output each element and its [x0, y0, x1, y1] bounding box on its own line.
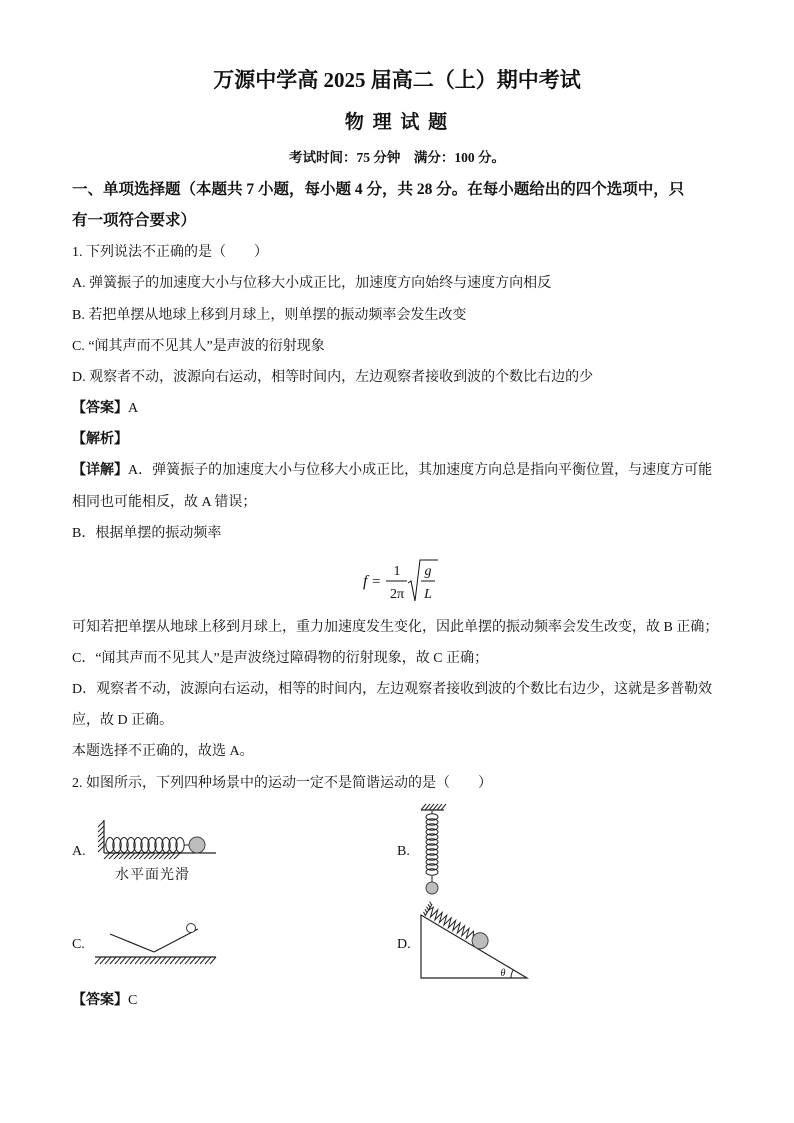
hatch-line [109, 853, 115, 859]
hatch-line [180, 957, 186, 964]
q1-conclusion-line-2: C．“闻其声而不见其人”是声波绕过障碍物的衍射现象，故 C 正确； [72, 651, 489, 666]
q2-stem: 2. 如图所示，下列四种场景中的运动一定不是简谐运动的是（ ） [72, 776, 492, 791]
hatch-line [95, 957, 101, 964]
q1-analysis-label: 【解析】 [72, 432, 128, 447]
q1-stem: 1. 下列说法不正确的是（ ） [72, 245, 268, 260]
q1-detail-line-2: 相同也可能相反，故 A 错误； [72, 495, 257, 510]
q1-option-b: B. 若把单摆从地球上移到月球上，则单摆的振动频率会发生改变 [72, 308, 467, 323]
hatch-line [430, 902, 432, 906]
q1-option-d: D. 观察者不动，波源向右运动，相等时间内，左边观察者接收到波的个数比右边的少 [72, 370, 594, 385]
hatch-line [428, 904, 430, 908]
hatching [421, 804, 446, 810]
hatch-line [210, 957, 216, 964]
q1-conclusion-line-4: 应，故 D 正确。 [72, 713, 174, 728]
incline-spring-oscillator-figure [415, 895, 533, 985]
q1-answer [72, 399, 138, 419]
vertical-spring-oscillator-figure [415, 800, 450, 900]
hatch-line [110, 957, 116, 964]
pendulum-frequency-formula [355, 556, 445, 606]
answer-label: 【答案】 [72, 993, 128, 1008]
q1-detail-line-3: B．根据单摆的振动频率 [72, 526, 222, 541]
hatch-line [120, 957, 126, 964]
v-groove-ball-figure [90, 920, 220, 965]
formula-radical-numerator: g [424, 564, 432, 579]
formula-denominator: 2π [389, 587, 405, 602]
hatch-line [165, 957, 171, 964]
horizontal-spring-oscillator-figure [92, 815, 220, 865]
angle-label: θ [500, 968, 506, 979]
hatch-line [139, 853, 145, 859]
detail-text: A．弹簧振子的加速度大小与位移大小成正比，其加速度方向总是指向平衡位置，与速度方可能 [128, 463, 713, 478]
answer-value: A [128, 401, 139, 416]
hatch-line [170, 957, 176, 964]
ball [189, 837, 205, 853]
q2-answer [72, 991, 137, 1011]
hatch-line [98, 821, 104, 827]
section-heading-line-2: 有一项符合要求） [72, 212, 197, 229]
hatch-line [98, 826, 104, 832]
q1-option-c: C. “闻其声而不见其人”是声波的衍射现象 [72, 339, 325, 354]
hatch-line [154, 853, 160, 859]
hatch-line [140, 957, 146, 964]
hatch-line [98, 831, 104, 837]
hatch-line [125, 957, 131, 964]
q1-conclusion-line-5: 本题选择不正确的，故选 A。 [72, 744, 254, 759]
q1-conclusion-line-1: 可知若把单摆从地球上移到月球上，重力加速度发生变化，因此单摆的振动频率会发生改变，故 B 正确； [72, 620, 719, 635]
ball [187, 924, 196, 933]
hatch-line [195, 957, 201, 964]
formula-equals: = [372, 574, 381, 590]
hatch-line [98, 836, 104, 842]
hatch-line [155, 957, 161, 964]
hatch-line [200, 957, 206, 964]
exam-info: 考试时间：75 分钟 满分：100 分。 [289, 150, 505, 165]
ball [426, 882, 438, 894]
answer-label: 【答案】 [72, 401, 128, 416]
hatching [95, 957, 216, 964]
hatch-line [129, 853, 135, 859]
hatch-line [145, 957, 151, 964]
hatch-line [115, 957, 121, 964]
figure-a-label: A. [72, 844, 86, 859]
hatch-line [114, 853, 120, 859]
hatch-line [98, 841, 104, 847]
hatch-line [159, 853, 165, 859]
hatch-line [164, 853, 170, 859]
hatch-line [98, 846, 104, 852]
section-heading-line-1: 一、单项选择题（本题共 7 小题，每小题 4 分，共 28 分。在每小题给出的四个选项中，只 [72, 181, 685, 198]
hatch-line [423, 912, 425, 916]
hatch-line [160, 957, 166, 964]
spring-coil [429, 907, 474, 938]
exam-title: 万源中学高 2025 届高二（上）期中考试 [213, 68, 581, 92]
figure-c-label: C. [72, 937, 85, 952]
answer-value: C [128, 993, 138, 1008]
hatch-line [119, 853, 125, 859]
q1-detail-line-1 [72, 461, 712, 481]
ball [472, 933, 488, 949]
figure-a-caption: 水平面光滑 [115, 868, 190, 883]
spring [104, 838, 189, 853]
hatch-line [174, 853, 180, 859]
subject-title: 物 理 试 题 [344, 112, 450, 133]
q1-option-a: A. 弹簧振子的加速度大小与位移大小成正比，加速度方向始终与速度方向相反 [72, 276, 552, 291]
hatch-line [175, 957, 181, 964]
hatch-line [124, 853, 130, 859]
formula-lhs: f [363, 573, 368, 590]
hatch-line [149, 853, 155, 859]
hatch-line [130, 957, 136, 964]
left-slope [110, 934, 154, 952]
hatch-line [427, 907, 429, 911]
hatch-line [144, 853, 150, 859]
angle-arc [511, 970, 513, 978]
q1-conclusion-line-3: D．观察者不动，波源向右运动，相等的时间内，左边观察者接收到波的个数比右边少，这就是多普勒效 [72, 682, 713, 697]
formula-numerator: 1 [393, 564, 401, 579]
spring [423, 902, 473, 939]
detail-label: 【详解】 [72, 463, 128, 478]
hatch-line [135, 957, 141, 964]
hatch-line [169, 853, 175, 859]
hatch-line [190, 957, 196, 964]
hatch-line [185, 957, 191, 964]
hatch-line [134, 853, 140, 859]
formula-radical-denominator: L [424, 587, 432, 602]
hatch-line [105, 957, 111, 964]
hatch-line [425, 909, 427, 913]
figure-b-label: B. [397, 844, 410, 859]
hatch-line [150, 957, 156, 964]
hatch-line [100, 957, 106, 964]
hatch-line [205, 957, 211, 964]
figure-d-label: D. [397, 937, 411, 952]
hatch-line [104, 853, 110, 859]
spring [426, 814, 438, 875]
